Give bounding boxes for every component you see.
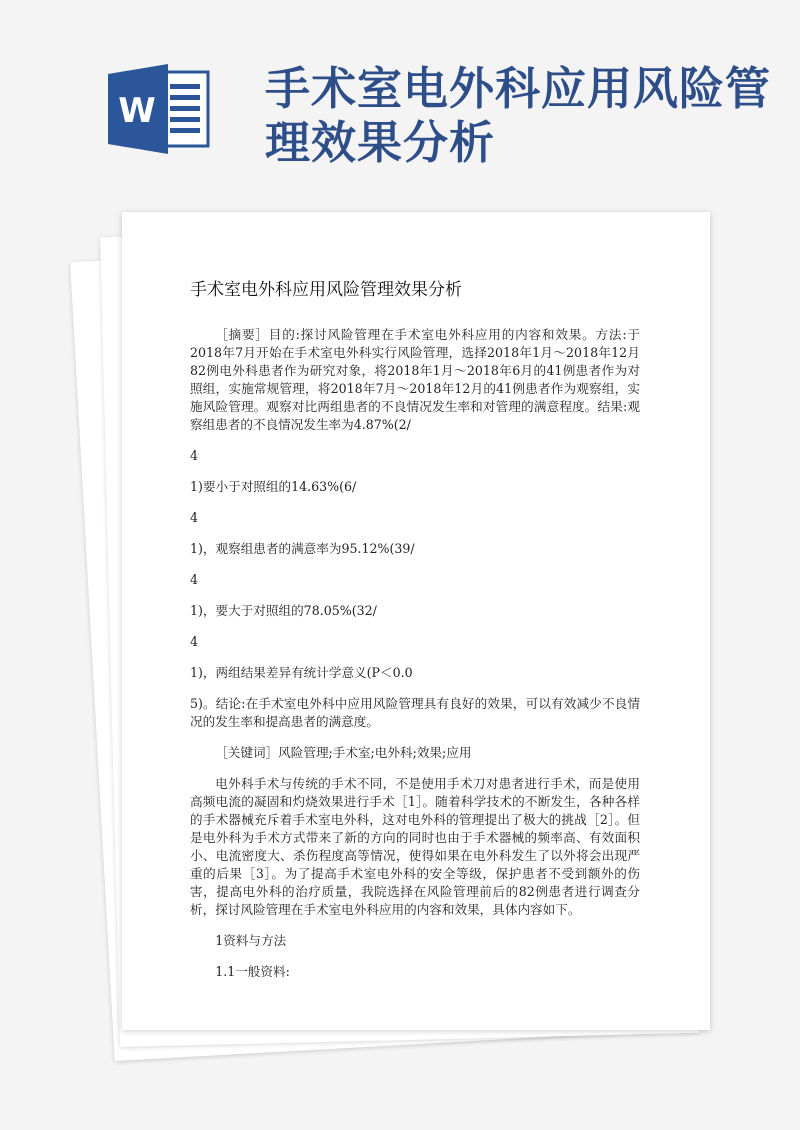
fragment-line: 1)，观察组患者的满意率为95.12%(39/ xyxy=(190,541,415,556)
fragment-line: 4 xyxy=(190,634,199,649)
document-title: 手术室电外科应用风险管理效果分析 xyxy=(190,280,462,300)
fragment-line: 1)，要大于对照组的78.05%(32/ xyxy=(190,603,377,618)
fragment-line: 1)，两组结果差异有统计学意义(P＜0.0 xyxy=(190,665,413,680)
word-icon-letter: W xyxy=(118,91,156,131)
conclusion-paragraph: 5)。结论:在手术室电外科中应用风险管理具有良好的效果，可以有效减少不良情况的发生率和提高患者的满意度。 xyxy=(190,696,640,729)
word-document-icon xyxy=(108,64,212,154)
fragment-line: 4 xyxy=(190,572,199,587)
fragment-line: 4 xyxy=(190,448,199,463)
section-heading: 1资料与方法 xyxy=(215,933,287,948)
abstract-paragraph: ［摘要］目的:探讨风险管理在手术室电外科应用的内容和效果。方法:于2018年7月开始在手术室电外科实行风险管理，选择2018年1月～2018年12月82例电外科患者作为研究对象，将2018年1月～2018年6月的41例患者作为对照组，实施常规管理，将2018年7月～2018年12月的41例患者作为观察组，实施风险管理。观察对比两组患者的不良情况发生率和对管理的满意程度。结果:观察组患者的不良情况发生率为4.87%(2/ xyxy=(190,327,640,432)
fragment-line: 1)要小于对照组的14.63%(6/ xyxy=(190,479,357,494)
fragment-line: 4 xyxy=(190,510,199,525)
banner-title: 手术室电外科应用风险管理效果分析 xyxy=(265,62,772,169)
document-body xyxy=(190,278,640,981)
subsection-heading: 1.1一般资料: xyxy=(215,964,290,979)
intro-paragraph: 电外科手术与传统的手术不同，不是使用手术刀对患者进行手术，而是使用高频电流的凝固和灼烧效果进行手术［1］。随着科学技术的不断发生，各种各样的手术器械充斥着手术室电外科，这对电外科的管理提出了极大的挑战［2］。但是电外科为手术方式带来了新的方向的同时也由于手术器械的频率高、有效面积小、电流密度大、杀伤程度高等情况，使得如果在电外科发生了以外将会出现严重的后果［3］。为了提高手术室电外科的安全等级，保护患者不受到额外的伤害，提高电外科的治疗质量，我院选择在风险管理前后的82例患者进行调查分析，探讨风险管理在手术室电外科应用的内容和效果，具体内容如下。 xyxy=(190,776,640,917)
keywords-paragraph: ［关键词］风险管理;手术室;电外科;效果;应用 xyxy=(215,745,472,760)
